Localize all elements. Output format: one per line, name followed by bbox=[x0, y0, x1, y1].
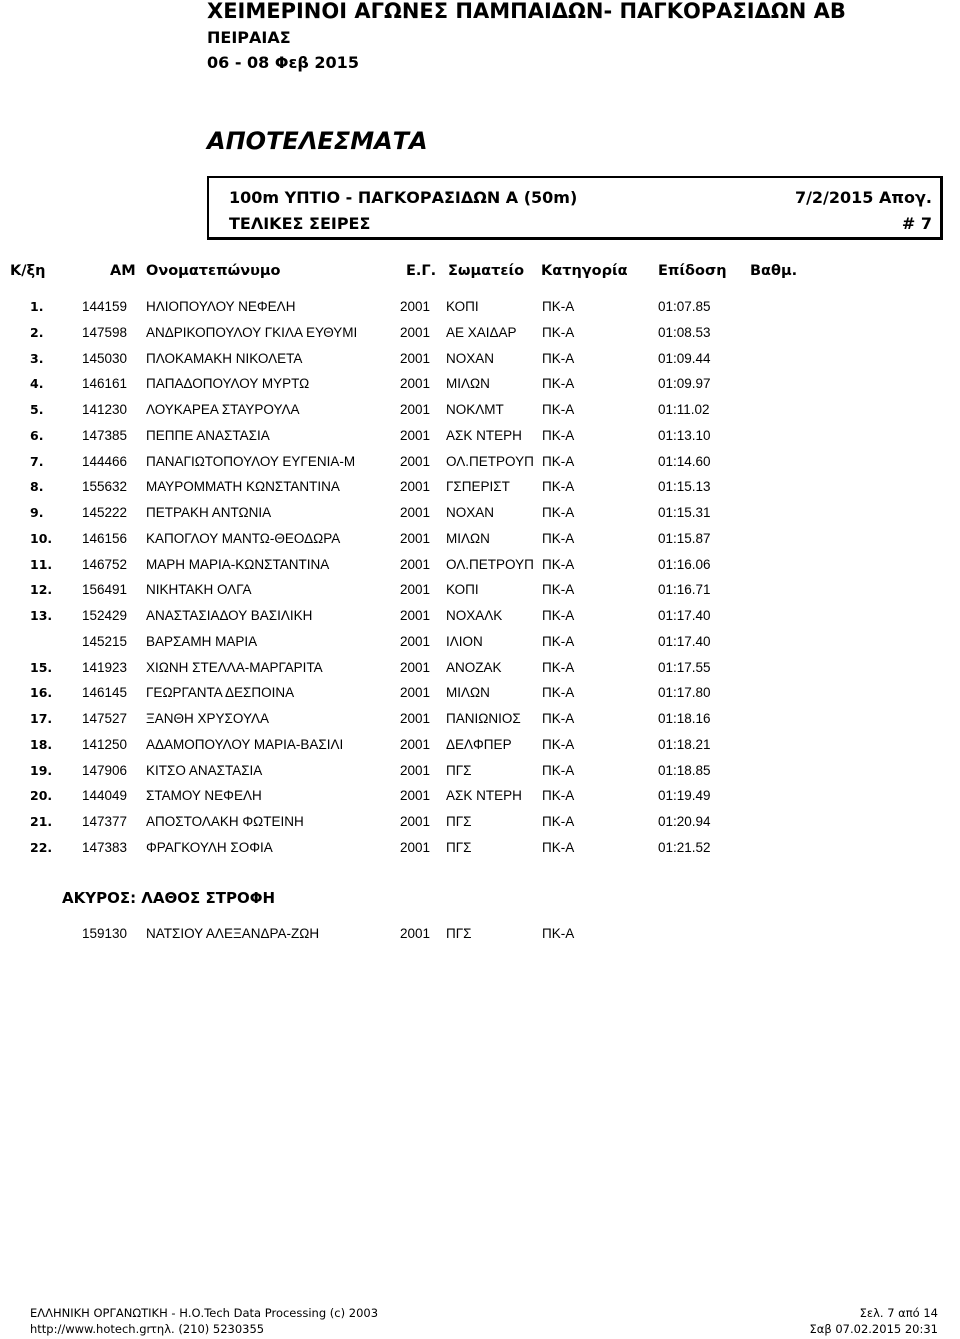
col-am: ΑΜ bbox=[110, 263, 136, 279]
cell-name: ΑΔΑΜΟΠΟΥΛΟΥ ΜΑΡΙΑ-ΒΑΣΙΛΙ bbox=[146, 736, 344, 752]
cell-rank: 1. bbox=[30, 299, 44, 314]
cell-year: 2001 bbox=[400, 788, 431, 804]
cell-year: 2001 bbox=[400, 839, 431, 855]
cell-rank: 2. bbox=[30, 324, 44, 340]
cell-category: ΠΚ-Α bbox=[542, 505, 575, 520]
cell-name: ΑΝΔΡΙΚΟΠΟΥΛΟΥ ΓΚΙΛΑ ΕΥΘΥΜΙ bbox=[146, 324, 358, 340]
table-row bbox=[0, 375, 960, 395]
cell-name: ΚΑΠΟΓΛΟΥ ΜΑΝΤΩ-ΘΕΟΔΩΡΑ bbox=[146, 530, 341, 546]
cell-am: 156491 bbox=[82, 582, 128, 598]
cell-time: 01:18.16 bbox=[658, 711, 711, 726]
cell-year: 2001 bbox=[400, 505, 431, 520]
table-row bbox=[0, 925, 960, 945]
cell-year: 2001 bbox=[400, 299, 431, 314]
cell-year: 2001 bbox=[400, 582, 431, 598]
cell-club: ΠΓΣ bbox=[446, 814, 472, 829]
table-row bbox=[0, 453, 960, 473]
cell-club: ΚΟΠΙ bbox=[446, 299, 479, 314]
cell-time: 01:09.97 bbox=[658, 376, 711, 392]
cell-name: ΠΑΠΑΔΟΠΟΥΛΟΥ ΜΥΡΤΩ bbox=[146, 376, 310, 392]
cell-rank: 16. bbox=[30, 685, 53, 701]
cell-time: 01:09.44 bbox=[658, 350, 711, 366]
cell-name: ΞΑΝΘΗ ΧΡΥΣΟΥΛΑ bbox=[146, 711, 269, 726]
table-row bbox=[0, 736, 960, 756]
cell-time: 01:17.40 bbox=[658, 608, 711, 623]
table-row bbox=[0, 427, 960, 447]
results-heading: ΑΠΟΤΕΛΕΣΜΑΤΑ bbox=[207, 127, 428, 155]
race-round: ΤΕΛΙΚΕΣ ΣΕΙΡΕΣ bbox=[229, 214, 371, 233]
footer-org: ΕΛΛΗΝΙΚΗ ΟΡΓΑΝΩΤΙΚΗ - Η.Ο.Tech Data Processing (c) 2003 bbox=[30, 1306, 379, 1320]
cell-rank: 13. bbox=[30, 608, 53, 623]
cell-time: 01:16.71 bbox=[658, 582, 711, 598]
cell-category: ΠΚ-Α bbox=[542, 402, 575, 417]
cell-am: 147383 bbox=[82, 839, 128, 855]
cell-rank: 12. bbox=[30, 582, 53, 598]
cell-time: 01:21.52 bbox=[658, 839, 711, 855]
cell-time: 01:13.10 bbox=[658, 427, 711, 443]
cell-year: 2001 bbox=[400, 376, 431, 392]
cell-am: 147598 bbox=[82, 324, 128, 340]
cell-category: ΠΚ-Α bbox=[542, 582, 575, 598]
cell-am: 144466 bbox=[82, 453, 128, 469]
cell-time: 01:14.60 bbox=[658, 453, 711, 469]
cell-time: 01:18.85 bbox=[658, 762, 711, 778]
cell-rank: 15. bbox=[30, 659, 53, 675]
cell-am: 145030 bbox=[82, 350, 128, 366]
cell-club: ΜΙΛΩΝ bbox=[446, 685, 490, 701]
col-rank: Κ/ξη bbox=[10, 263, 46, 279]
cell-am: 146161 bbox=[82, 376, 128, 392]
cell-category: ΠΚ-Α bbox=[542, 685, 575, 701]
cell-am: 147527 bbox=[82, 711, 128, 726]
table-row bbox=[0, 478, 960, 498]
cell-rank: 6. bbox=[30, 427, 44, 443]
cell-year: 2001 bbox=[400, 659, 431, 675]
cell-time: 01:15.31 bbox=[658, 505, 711, 520]
void-heading: ΑΚΥΡΟΣ: ΛΑΘΟΣ ΣΤΡΟΦΗ bbox=[62, 889, 276, 907]
cell-am: 141230 bbox=[82, 402, 128, 417]
cell-club: ΟΛ.ΠΕΤΡΟΥΠ bbox=[446, 453, 534, 469]
cell-category: ΠΚ-Α bbox=[542, 427, 575, 443]
cell-category: ΠΚ-Α bbox=[542, 762, 575, 778]
cell-rank: 3. bbox=[30, 350, 44, 366]
cell-year: 2001 bbox=[400, 685, 431, 701]
cell-name: ΜΑΥΡΟΜΜΑΤΗ ΚΩΝΣΤΑΝΤΙΝΑ bbox=[146, 479, 340, 495]
cell-club: ΝΟΧΑΝ bbox=[446, 505, 495, 520]
cell-time: 01:18.21 bbox=[658, 736, 711, 752]
cell-time: 01:11.02 bbox=[658, 402, 710, 417]
cell-club: ΠΑΝΙΩΝΙΟΣ bbox=[446, 711, 521, 726]
cell-rank: 10. bbox=[30, 530, 53, 546]
cell-club: ΠΓΣ bbox=[446, 839, 472, 855]
table-row bbox=[0, 324, 960, 344]
cell-am: 144049 bbox=[82, 788, 128, 804]
cell-name: ΑΠΟΣΤΟΛΑΚΗ ΦΩΤΕΙΝΗ bbox=[146, 814, 304, 829]
cell-year: 2001 bbox=[400, 711, 431, 726]
cell-category: ΠΚ-Α bbox=[542, 376, 575, 392]
cell-am: 146145 bbox=[82, 685, 128, 701]
cell-name: ΛΟΥΚΑΡΕΑ ΣΤΑΥΡΟΥΛΑ bbox=[146, 402, 300, 417]
table-row bbox=[0, 787, 960, 807]
cell-category: ΠΚ-Α bbox=[542, 530, 575, 546]
cell-category: ΠΚ-Α bbox=[542, 736, 575, 752]
cell-year: 2001 bbox=[400, 324, 431, 340]
cell-category: ΠΚ-Α bbox=[542, 659, 575, 675]
table-row bbox=[0, 659, 960, 679]
cell-rank: 4. bbox=[30, 376, 44, 392]
cell-name: ΗΛΙΟΠΟΥΛΟΥ ΝΕΦΕΛΗ bbox=[146, 299, 296, 314]
cell-am: 147906 bbox=[82, 762, 128, 778]
cell-rank: 5. bbox=[30, 402, 44, 417]
event-title: ΧΕΙΜΕΡΙΝΟΙ ΑΓΩΝΕΣ ΠΑΜΠΑΙΔΩΝ- ΠΑΓΚΟΡΑΣΙΔΩΝ ΑΒ bbox=[207, 0, 846, 23]
event-dates: 06 - 08 Φεβ 2015 bbox=[207, 53, 359, 72]
table-row bbox=[0, 530, 960, 550]
cell-am: 145215 bbox=[82, 633, 128, 649]
cell-rank: 9. bbox=[30, 505, 44, 520]
cell-time: 01:19.49 bbox=[658, 788, 711, 804]
cell-club: ΜΙΛΩΝ bbox=[446, 376, 490, 392]
cell-time: 01:08.53 bbox=[658, 324, 711, 340]
race-date: 7/2/2015 Απογ. bbox=[794, 188, 932, 207]
cell-am: 141250 bbox=[82, 736, 128, 752]
cell-year: 2001 bbox=[400, 427, 431, 443]
event-box bbox=[207, 176, 943, 240]
cell-category: ΠΚ-Α bbox=[542, 324, 575, 340]
cell-rank: 7. bbox=[30, 453, 44, 469]
cell-am: 152429 bbox=[82, 608, 128, 623]
cell-club: ΟΛ.ΠΕΤΡΟΥΠ bbox=[446, 556, 534, 572]
cell-club: ΙΛΙΟΝ bbox=[446, 633, 483, 649]
table-row bbox=[0, 633, 960, 653]
cell-year: 2001 bbox=[400, 402, 431, 417]
table-row bbox=[0, 556, 960, 576]
cell-name: ΠΕΤΡΑΚΗ ΑΝΤΩΝΙΑ bbox=[146, 505, 272, 520]
cell-rank: 8. bbox=[30, 479, 44, 495]
cell-name: ΑΝΑΣΤΑΣΙΑΔΟΥ ΒΑΣΙΛΙΚΗ bbox=[146, 608, 313, 623]
cell-am: 147385 bbox=[82, 427, 128, 443]
col-category: Κατηγορία bbox=[541, 263, 628, 279]
table-row bbox=[0, 710, 960, 730]
cell-am: 146752 bbox=[82, 556, 128, 572]
cell-time: 01:17.40 bbox=[658, 633, 711, 649]
cell-category: ΠΚ-Α bbox=[542, 926, 575, 941]
cell-club: ΜΙΛΩΝ bbox=[446, 530, 490, 546]
cell-rank: 20. bbox=[30, 788, 53, 804]
cell-club: ΠΓΣ bbox=[446, 926, 472, 941]
cell-category: ΠΚ-Α bbox=[542, 608, 575, 623]
footer-phone: τηλ. (210) 5230355 bbox=[150, 1322, 265, 1336]
cell-am: 141923 bbox=[82, 659, 128, 675]
cell-club: ΑΣΚ ΝΤΕΡΗ bbox=[446, 427, 522, 443]
cell-am: 146156 bbox=[82, 530, 128, 546]
cell-club: ΑΕ ΧΑΙΔΑΡ bbox=[446, 324, 517, 340]
cell-year: 2001 bbox=[400, 479, 431, 495]
cell-time: 01:15.13 bbox=[658, 479, 711, 495]
cell-time: 01:15.87 bbox=[658, 530, 711, 546]
footer-url: http://www.hotech.gr bbox=[30, 1322, 152, 1336]
cell-year: 2001 bbox=[400, 608, 431, 623]
cell-club: ΓΣΠΕΡΙΣΤ bbox=[446, 479, 510, 495]
cell-year: 2001 bbox=[400, 556, 431, 572]
cell-rank: 22. bbox=[30, 839, 53, 855]
cell-club: ΝΟΚΛΜΤ bbox=[446, 402, 504, 417]
cell-club: ΝΟΧΑΛΚ bbox=[446, 608, 503, 623]
cell-year: 2001 bbox=[400, 814, 431, 829]
cell-time: 01:17.80 bbox=[658, 685, 711, 701]
cell-name: ΒΑΡΣΑΜΗ ΜΑΡΙΑ bbox=[146, 633, 258, 649]
cell-club: ΔΕΛΦΠΕΡ bbox=[446, 736, 512, 752]
cell-name: ΧΙΩΝΗ ΣΤΕΛΛΑ-ΜΑΡΓΑΡΙΤΑ bbox=[146, 659, 323, 675]
col-club: Σωματείο bbox=[448, 263, 525, 279]
table-row bbox=[0, 350, 960, 370]
cell-am: 147377 bbox=[82, 814, 128, 829]
cell-time: 01:17.55 bbox=[658, 659, 711, 675]
table-row bbox=[0, 298, 960, 318]
cell-category: ΠΚ-Α bbox=[542, 479, 575, 495]
col-points: Βαθμ. bbox=[750, 263, 798, 279]
cell-name: ΠΛΟΚΑΜΑΚΗ ΝΙΚΟΛΕΤΑ bbox=[146, 350, 303, 366]
cell-club: ΑΣΚ ΝΤΕΡΗ bbox=[446, 788, 522, 804]
cell-year: 2001 bbox=[400, 530, 431, 546]
cell-rank: 21. bbox=[30, 814, 53, 829]
cell-name: ΝΙΚΗΤΑΚΗ ΟΛΓΑ bbox=[146, 582, 252, 598]
cell-time: 01:07.85 bbox=[658, 299, 711, 314]
cell-name: ΝΑΤΣΙΟΥ ΑΛΕΞΑΝΔΡΑ-ΖΩΗ bbox=[146, 926, 320, 941]
cell-time: 01:16.06 bbox=[658, 556, 711, 572]
cell-category: ΠΚ-Α bbox=[542, 350, 575, 366]
cell-am: 145222 bbox=[82, 505, 128, 520]
cell-am: 159130 bbox=[82, 926, 128, 941]
cell-club: ΝΟΧΑΝ bbox=[446, 350, 495, 366]
cell-name: ΦΡΑΓΚΟΥΛΗ ΣΟΦΙΑ bbox=[146, 839, 273, 855]
cell-category: ΠΚ-Α bbox=[542, 711, 575, 726]
cell-year: 2001 bbox=[400, 350, 431, 366]
cell-name: ΓΕΩΡΓΑΝΤΑ ΔΕΣΠΟΙΝΑ bbox=[146, 685, 295, 701]
cell-name: ΚΙΤΣΟ ΑΝΑΣΤΑΣΙΑ bbox=[146, 762, 263, 778]
col-time: Επίδοση bbox=[658, 263, 727, 279]
race-name: 100m ΥΠΤΙΟ - ΠΑΓΚΟΡΑΣΙΔΩΝ Α (50m) bbox=[229, 188, 578, 207]
footer-page: Σελ. 7 από 14 bbox=[859, 1306, 938, 1320]
table-row bbox=[0, 607, 960, 627]
cell-year: 2001 bbox=[400, 736, 431, 752]
footer-timestamp: Σαβ 07.02.2015 20:31 bbox=[809, 1322, 938, 1336]
table-row bbox=[0, 762, 960, 782]
cell-rank: 18. bbox=[30, 736, 53, 752]
col-year: Ε.Γ. bbox=[406, 263, 437, 279]
table-row bbox=[0, 401, 960, 421]
table-row bbox=[0, 684, 960, 704]
table-row bbox=[0, 581, 960, 601]
cell-name: ΣΤΑΜΟΥ ΝΕΦΕΛΗ bbox=[146, 788, 262, 804]
cell-year: 2001 bbox=[400, 762, 431, 778]
cell-category: ΠΚ-Α bbox=[542, 556, 575, 572]
cell-rank: 19. bbox=[30, 762, 53, 778]
race-number: # 7 bbox=[901, 214, 932, 233]
cell-category: ΠΚ-Α bbox=[542, 839, 575, 855]
cell-category: ΠΚ-Α bbox=[542, 788, 575, 804]
cell-club: ΚΟΠΙ bbox=[446, 582, 479, 598]
cell-category: ΠΚ-Α bbox=[542, 814, 575, 829]
cell-year: 2001 bbox=[400, 633, 431, 649]
col-name: Ονοματεπώνυμο bbox=[146, 263, 281, 279]
cell-category: ΠΚ-Α bbox=[542, 453, 575, 469]
event-city: ΠΕΙΡΑΙΑΣ bbox=[207, 28, 291, 47]
cell-rank: 17. bbox=[30, 711, 53, 726]
cell-am: 144159 bbox=[82, 299, 128, 314]
cell-category: ΠΚ-Α bbox=[542, 633, 575, 649]
cell-rank: 11. bbox=[30, 556, 53, 572]
cell-name: ΜΑΡΗ ΜΑΡΙΑ-ΚΩΝΣΤΑΝΤΙΝΑ bbox=[146, 556, 330, 572]
table-row bbox=[0, 504, 960, 524]
table-row bbox=[0, 813, 960, 833]
table-row bbox=[0, 839, 960, 859]
cell-category: ΠΚ-Α bbox=[542, 299, 575, 314]
cell-name: ΠΑΝΑΓΙΩΤΟΠΟΥΛΟΥ ΕΥΓΕΝΙΑ-Μ bbox=[146, 453, 356, 469]
cell-name: ΠΕΠΠΕ ΑΝΑΣΤΑΣΙΑ bbox=[146, 427, 270, 443]
cell-year: 2001 bbox=[400, 453, 431, 469]
cell-year: 2001 bbox=[400, 926, 431, 941]
cell-club: ΑΝΟΖΑΚ bbox=[446, 659, 502, 675]
cell-am: 155632 bbox=[82, 479, 128, 495]
cell-club: ΠΓΣ bbox=[446, 762, 472, 778]
cell-time: 01:20.94 bbox=[658, 814, 711, 829]
